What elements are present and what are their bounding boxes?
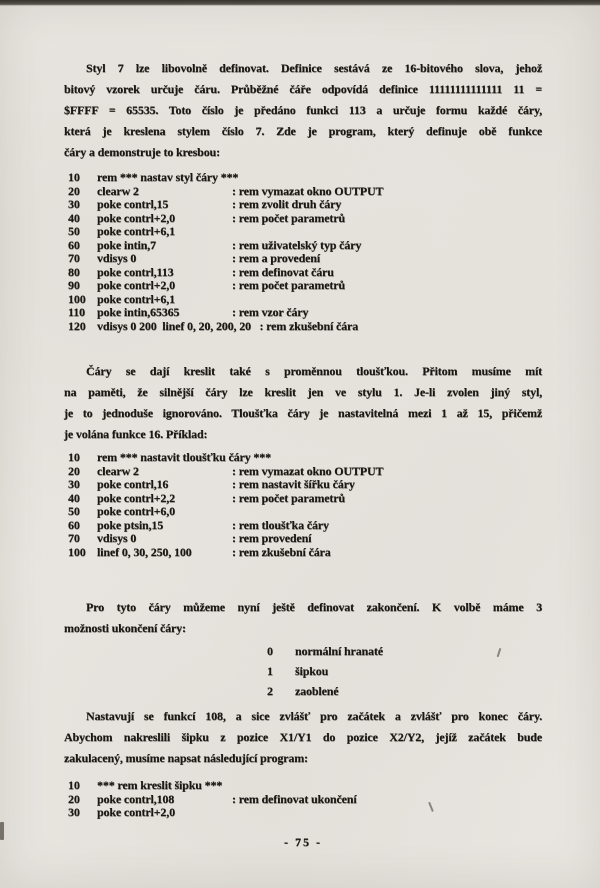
- option-row: [267, 641, 542, 661]
- text-line: zakulacený, musíme napsat následující program:: [64, 751, 308, 765]
- code-text: linef 0, 30, 250, 100: [97, 544, 192, 559]
- code-text: poke contrl,15: [97, 197, 169, 211]
- code-text: poke intin,65365: [97, 305, 180, 319]
- code-comment: : rem vymazat okno OUTPUT: [232, 463, 384, 478]
- code-line: [68, 225, 542, 239]
- code-line: [68, 320, 542, 334]
- line-number: 40: [68, 490, 80, 505]
- code-comment: : rem zkušební čára: [250, 318, 359, 333]
- line-number: 60: [68, 237, 80, 252]
- code-line: [68, 546, 542, 560]
- code-line: [68, 279, 542, 293]
- text-line: čáry a demonstruje to kresbou:: [64, 145, 220, 159]
- code-comment: : rem uživatelský typ čáry: [232, 237, 362, 252]
- code-text: poke contrl,16: [97, 477, 169, 491]
- code-text: poke contrl+6,1: [97, 224, 175, 238]
- page-number: - 75 -: [284, 834, 322, 849]
- text-line: je volána funkce 16. Příklad:: [64, 427, 208, 441]
- text-line: na paměti, že silnější čáry lze kreslit jen ve stylu 1. Je-li zvolen jiný styl,: [64, 385, 542, 399]
- code-text: poke contrl+2,0: [97, 210, 175, 225]
- code-comment: : rem tloušťka čáry: [232, 517, 329, 532]
- option-row: [267, 661, 542, 681]
- code-listing-line-width: [68, 451, 542, 559]
- text-line: Čáry se dají kreslit také s proměnnou tloušťkou. Přitom musíme mít: [86, 364, 542, 378]
- code-line: [68, 266, 542, 280]
- code-line: [68, 779, 542, 793]
- code-text: poke contrl+2,0: [97, 278, 175, 292]
- line-number: 90: [68, 278, 80, 292]
- code-text: poke contrl+2,2: [97, 490, 175, 505]
- line-number: 30: [68, 477, 80, 491]
- code-text: poke ptsin,15: [97, 517, 164, 532]
- code-text: rem *** nastavit tloušťku čáry ***: [97, 450, 271, 464]
- code-text: poke contrl,113: [97, 264, 174, 279]
- line-number: 40: [68, 210, 80, 225]
- option-value: 0: [267, 644, 273, 658]
- option-label: zaoblené: [295, 684, 339, 698]
- code-comment: : rem vzor čáry: [232, 305, 309, 319]
- text-line: Styl 7 lze libovolně definovat. Definice sestává ze 16-bitového slova, jehož: [86, 61, 542, 75]
- code-line: [68, 465, 542, 479]
- code-comment: : rem zvolit druh čáry: [232, 197, 342, 211]
- paragraph-style7: [64, 58, 542, 163]
- paragraph-line-endings: [64, 597, 542, 639]
- code-line: [68, 198, 542, 212]
- paragraph-thickness: [64, 361, 542, 445]
- line-number: 30: [68, 197, 80, 211]
- code-text: vdisys 0 200 linef 0, 20, 200, 20: [97, 318, 251, 333]
- line-number: 50: [68, 224, 80, 238]
- code-line: [68, 239, 542, 253]
- code-text: poke contrl,108: [97, 791, 175, 806]
- code-text: vdisys 0: [97, 531, 137, 545]
- code-line: [68, 532, 542, 546]
- line-number: 60: [68, 517, 80, 532]
- line-number: 50: [68, 504, 80, 518]
- code-line: [68, 171, 542, 185]
- code-text: poke intin,7: [97, 237, 156, 252]
- text-line: Nastavují se funkcí 108, a sice zvlášť pro začátek a zvlášť pro konec čáry.: [86, 709, 542, 723]
- code-line: [68, 252, 542, 266]
- code-line: [68, 505, 542, 519]
- code-comment: : rem definovat ukončení: [232, 791, 357, 806]
- code-text: *** rem kreslit šipku ***: [97, 778, 223, 792]
- line-ending-options: [267, 641, 542, 701]
- code-text: poke contrl+6,0: [97, 504, 175, 518]
- code-text: vdisys 0: [97, 251, 137, 265]
- line-number: 100: [68, 544, 86, 559]
- option-label: normální hranaté: [295, 644, 383, 658]
- line-number: 20: [68, 791, 80, 806]
- code-comment: : rem vymazat okno OUTPUT: [232, 183, 384, 198]
- code-line: [68, 793, 542, 807]
- code-line: [68, 806, 542, 820]
- line-number: 70: [68, 251, 80, 265]
- line-number: 110: [68, 305, 85, 319]
- line-number: 80: [68, 264, 80, 279]
- code-line: [68, 492, 542, 506]
- code-line: [68, 212, 542, 226]
- code-comment: : rem a provedení: [232, 251, 320, 265]
- line-number: 10: [68, 778, 80, 792]
- text-line: která je kreslena stylem číslo 7. Zde je program, který definuje obě funkce: [64, 124, 542, 138]
- code-comment: : rem počet parametrů: [232, 278, 345, 292]
- line-number: 10: [68, 170, 80, 184]
- code-comment: : rem provedení: [232, 531, 312, 545]
- text-line: $FFFF = 65535. Toto číslo je předáno funkci 113 a určuje formu každé čáry,: [64, 103, 542, 117]
- text-line: možnosti ukončení čáry:: [64, 621, 186, 635]
- line-number: 70: [68, 531, 80, 545]
- option-row: [267, 681, 542, 701]
- text-line: je to jednoduše ignorováno. Tloušťka čáry je nastavitelná mezi 1 až 15, přičemž: [64, 406, 542, 420]
- code-comment: : rem zkušební čára: [232, 544, 331, 559]
- code-text: clearw 2: [97, 463, 139, 478]
- code-line: [68, 185, 542, 199]
- code-line: [68, 519, 542, 533]
- text-line: Pro tyto čáry můžeme nyní ještě definovat zakončení. K volbě máme 3: [86, 600, 542, 614]
- option-value: 1: [267, 664, 273, 678]
- code-comment: : rem definovat čáru: [232, 264, 334, 279]
- text-line: bitový vzorek určuje čáru. Průběžné čáře odpovídá definice 11111111111111 11 =: [64, 82, 542, 96]
- line-number: 120: [68, 318, 86, 333]
- option-label: šipkou: [295, 664, 329, 678]
- code-line: [68, 306, 542, 320]
- code-text: rem *** nastav styl čáry ***: [97, 170, 239, 184]
- code-line: [68, 478, 542, 492]
- code-line: [68, 293, 542, 307]
- line-number: 30: [68, 805, 80, 819]
- line-number: 20: [68, 183, 80, 198]
- line-number: 10: [68, 450, 80, 464]
- code-text: poke contrl+6,1: [97, 291, 175, 306]
- code-comment: : rem počet parametrů: [232, 210, 345, 225]
- code-line: [68, 451, 542, 465]
- code-comment: : rem nastavit šířku čáry: [232, 477, 355, 491]
- code-text: poke contrl+2,0: [97, 805, 175, 819]
- text-line: Abychom nakreslili šipku z pozice X1/Y1 do pozice X2/Y2, jejíž začátek bude: [64, 730, 542, 744]
- line-number: 100: [68, 291, 86, 306]
- code-listing-arrow: [68, 779, 542, 820]
- option-value: 2: [267, 684, 273, 698]
- code-listing-line-style: [68, 171, 542, 333]
- code-text: clearw 2: [97, 183, 139, 198]
- code-comment: : rem počet parametrů: [232, 490, 345, 505]
- line-number: 20: [68, 463, 80, 478]
- paragraph-arrow: [64, 706, 542, 769]
